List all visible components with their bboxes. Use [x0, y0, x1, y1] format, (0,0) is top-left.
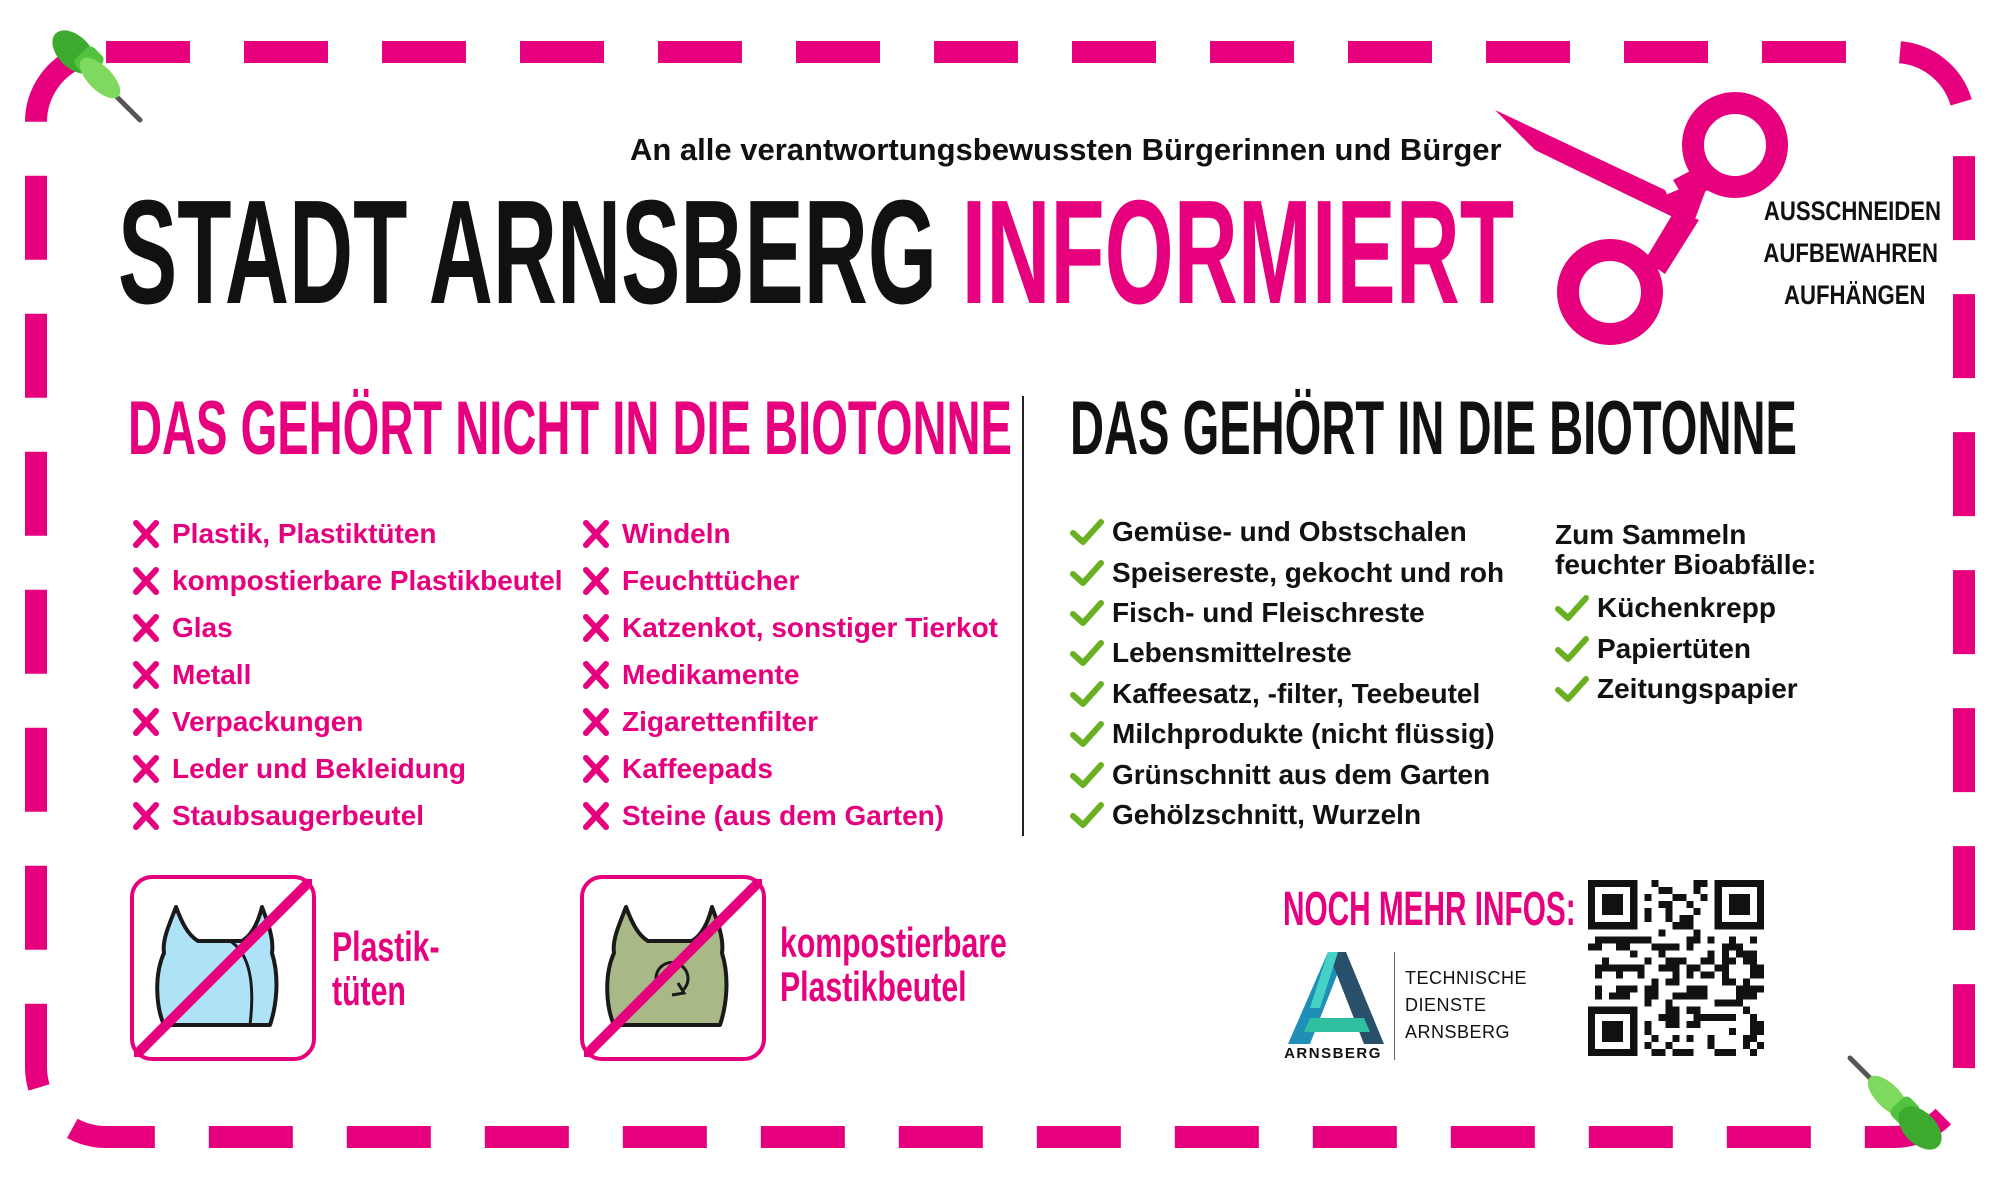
cut-instruction-keep: AUFBEWAHREN	[1763, 238, 1938, 268]
x-mark-icon	[128, 613, 168, 643]
list-item: Leder und Bekleidung	[128, 745, 563, 792]
column-divider	[1022, 396, 1024, 836]
check-mark-icon	[1068, 800, 1108, 830]
list-item: Staubsaugerbeutel	[128, 792, 563, 839]
cut-instructions	[1725, 190, 1942, 316]
more-info-heading: NOCH MEHR INFOS:	[1283, 883, 1576, 936]
list-item: Milchprodukte (nicht flüssig)	[1068, 714, 1504, 754]
x-mark-icon	[578, 660, 618, 690]
x-mark-icon	[128, 660, 168, 690]
list-item: Küchenkrepp	[1553, 588, 1798, 628]
list-item: Windeln	[578, 510, 998, 557]
x-mark-icon	[578, 613, 618, 643]
check-mark-icon	[1553, 593, 1593, 623]
logo-wordmark: ARNSBERG	[1284, 1045, 1382, 1062]
x-mark-icon	[578, 754, 618, 784]
list-item: Medikamente	[578, 651, 998, 698]
x-mark-icon	[578, 801, 618, 831]
list-item: Zeitungspapier	[1553, 669, 1798, 709]
list-item: Feuchttücher	[578, 557, 998, 604]
check-mark-icon	[1068, 719, 1108, 749]
x-mark-icon	[578, 707, 618, 737]
x-mark-icon	[128, 566, 168, 596]
no-compostable-bag-sign	[580, 875, 766, 1061]
check-mark-icon	[1068, 517, 1108, 547]
check-mark-icon	[1068, 638, 1108, 668]
list-item: kompostierbare Plastikbeutel	[128, 557, 563, 604]
list-item: Gehölzschnitt, Wurzeln	[1068, 795, 1504, 835]
list-item: Metall	[128, 651, 563, 698]
collect-list	[1553, 588, 1798, 709]
x-mark-icon	[578, 566, 618, 596]
compostable-bag-label: kompostierbare Plastikbeutel	[780, 919, 1007, 1010]
heading-allowed: DAS GEHÖRT IN DIE BIOTONNE	[1070, 386, 1797, 471]
check-mark-icon	[1068, 558, 1108, 588]
organisation-name: TECHNISCHE DIENSTE ARNSBERG	[1405, 968, 1528, 1042]
list-item: Kaffeesatz, -filter, Teebeutel	[1068, 674, 1504, 714]
header-subtitle: An alle verantwortungsbewussten Bürgerinnen und Bürger	[630, 132, 1502, 167]
push-pin-icon	[40, 18, 150, 128]
not-allowed-list-right	[578, 510, 998, 839]
check-mark-icon	[1068, 760, 1108, 790]
not-allowed-list-left	[128, 510, 563, 839]
list-item: Gemüse- und Obstschalen	[1068, 512, 1504, 552]
list-item: Papiertüten	[1553, 628, 1798, 668]
list-item: Steine (aus dem Garten)	[578, 792, 998, 839]
list-item: Fisch- und Fleischreste	[1068, 593, 1504, 633]
list-item: Zigarettenfilter	[578, 698, 998, 745]
plastic-bag-icon	[134, 879, 312, 1057]
qr-code-icon[interactable]	[1588, 880, 1764, 1056]
headline-city: STADT ARNSBERG	[118, 170, 937, 335]
check-mark-icon	[1068, 679, 1108, 709]
x-mark-icon	[578, 519, 618, 549]
x-mark-icon	[128, 707, 168, 737]
x-mark-icon	[128, 801, 168, 831]
collect-title: Zum Sammeln feuchter Bioabfälle:	[1555, 519, 1817, 580]
list-item: Katzenkot, sonstiger Tierkot	[578, 604, 998, 651]
arnsberg-logo-icon	[1280, 948, 1392, 1058]
x-mark-icon	[128, 519, 168, 549]
check-mark-icon	[1553, 634, 1593, 664]
cut-instruction-hang: AUFHÄNGEN	[1783, 280, 1925, 310]
no-plastic-bag-sign	[130, 875, 316, 1061]
check-mark-icon	[1068, 598, 1108, 628]
x-mark-icon	[128, 754, 168, 784]
cut-instruction-cut: AUSSCHNEIDEN	[1763, 196, 1942, 226]
check-mark-icon	[1553, 674, 1593, 704]
logo-separator	[1394, 952, 1395, 1060]
push-pin-icon	[1842, 1050, 1952, 1160]
headline-informiert: INFORMIERT	[961, 170, 1515, 335]
list-item: Plastik, Plastiktüten	[128, 510, 563, 557]
list-item: Speisereste, gekocht und roh	[1068, 552, 1504, 592]
list-item: Verpackungen	[128, 698, 563, 745]
list-item: Kaffeepads	[578, 745, 998, 792]
list-item: Lebensmittelreste	[1068, 633, 1504, 673]
headline	[118, 170, 2000, 335]
plastic-bag-label: Plastik- tüten	[332, 923, 440, 1014]
allowed-list	[1068, 512, 1504, 835]
list-item: Grünschnitt aus dem Garten	[1068, 754, 1504, 794]
compostable-bag-icon	[584, 879, 762, 1057]
list-item: Glas	[128, 604, 563, 651]
heading-not-allowed: DAS GEHÖRT NICHT IN DIE BIOTONNE	[128, 386, 1012, 471]
